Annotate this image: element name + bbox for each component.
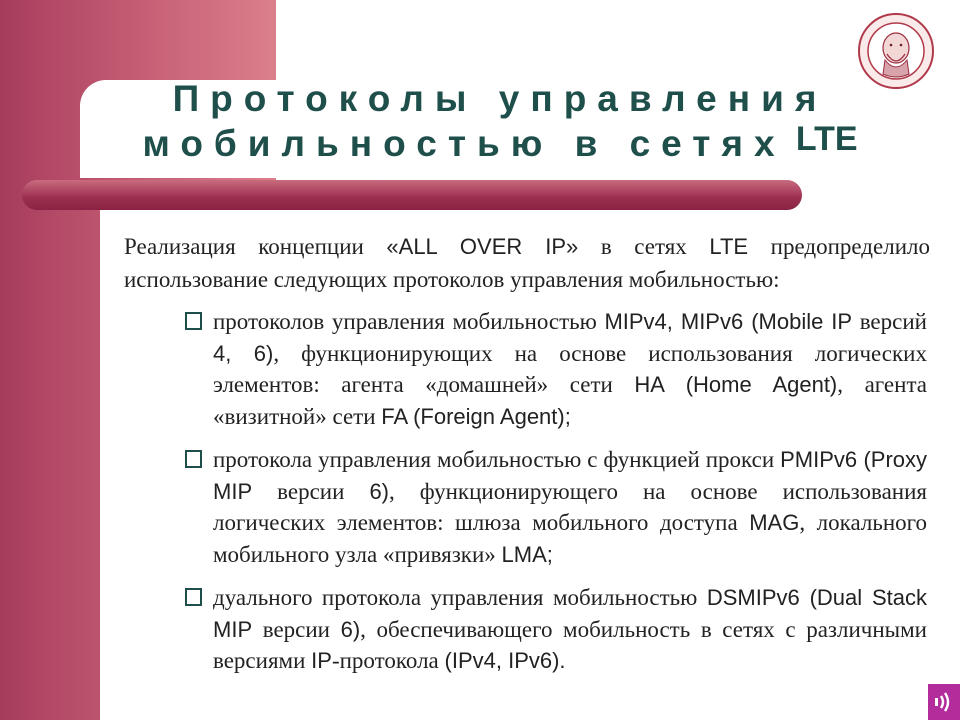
bullet-text: протокола управления мобильностью с функцией прокси (213, 447, 781, 472)
bullet-term: LMA; (501, 541, 553, 567)
bullet-term: (IPv4, IPv6). (444, 648, 566, 673)
bullet-text: , локального мобильного узла «привязки» (213, 510, 927, 567)
sound-button[interactable] (928, 684, 960, 720)
intro-text: предопределило использование следующих протоколов управления мобильностью: (124, 234, 930, 292)
bullet-text: , функционирующих на основе использования логических элементов: агента «домашней» сети (213, 340, 927, 397)
title-line-2-suffix: LTE (795, 120, 858, 158)
bullet-term: HA (Home Agent) (634, 372, 838, 397)
bullet-term: DSMIPv6 (Dual Stack MIP (213, 585, 927, 642)
sound-waves-icon (933, 690, 955, 714)
bullet-term: PMIPv6 (Proxy MIP (213, 447, 928, 504)
intro-text: Реализация концепции (124, 234, 387, 259)
bullet-text: версии (252, 478, 370, 504)
bullet-text: протоколов управления мобильностью (213, 309, 605, 334)
bullet-text: версии (252, 616, 341, 642)
bullet-term: 6) (340, 616, 361, 642)
bullet-term: MIPv4, MIPv6 (Mobile IP (604, 309, 853, 334)
bullet-text: -протокола (331, 648, 445, 673)
checkbox-bullet-icon (185, 588, 202, 606)
list-item (185, 306, 927, 432)
checkbox-bullet-icon (185, 450, 202, 468)
intro-term: «ALL OVER IP» (386, 234, 579, 259)
intro-term: LTE (709, 234, 749, 259)
bullet-term: 6) (369, 478, 389, 504)
checkbox-bullet-icon (185, 312, 202, 330)
bullet-text: дуального протокола управления мобильностью (213, 585, 707, 610)
bullet-text: , обеспечивающего мобильность в сетях с различными версиями (213, 616, 927, 673)
intro-text: в сетях (578, 234, 710, 259)
bullet-term: FA (Foreign Agent); (381, 403, 571, 429)
list-item (185, 444, 927, 570)
bullet-text: версий (852, 309, 927, 334)
bullet-term: IP (311, 648, 332, 673)
page-title (110, 76, 890, 168)
intro-paragraph (124, 230, 930, 296)
bullet-text: , агента «визитной» сети (213, 372, 927, 429)
bullet-term: MAG (749, 510, 800, 535)
title-line-2: мобильностью в сетях (142, 123, 786, 164)
title-underline-bar (22, 180, 802, 210)
protocol-list (185, 306, 927, 677)
list-item (185, 582, 927, 677)
bullet-term: 4, 6) (213, 340, 274, 366)
bullet-text: , функционирующего на основе использования логических элементов: шлюза мобильного доступа (213, 478, 927, 535)
title-line-1: Протоколы управления (172, 78, 828, 119)
